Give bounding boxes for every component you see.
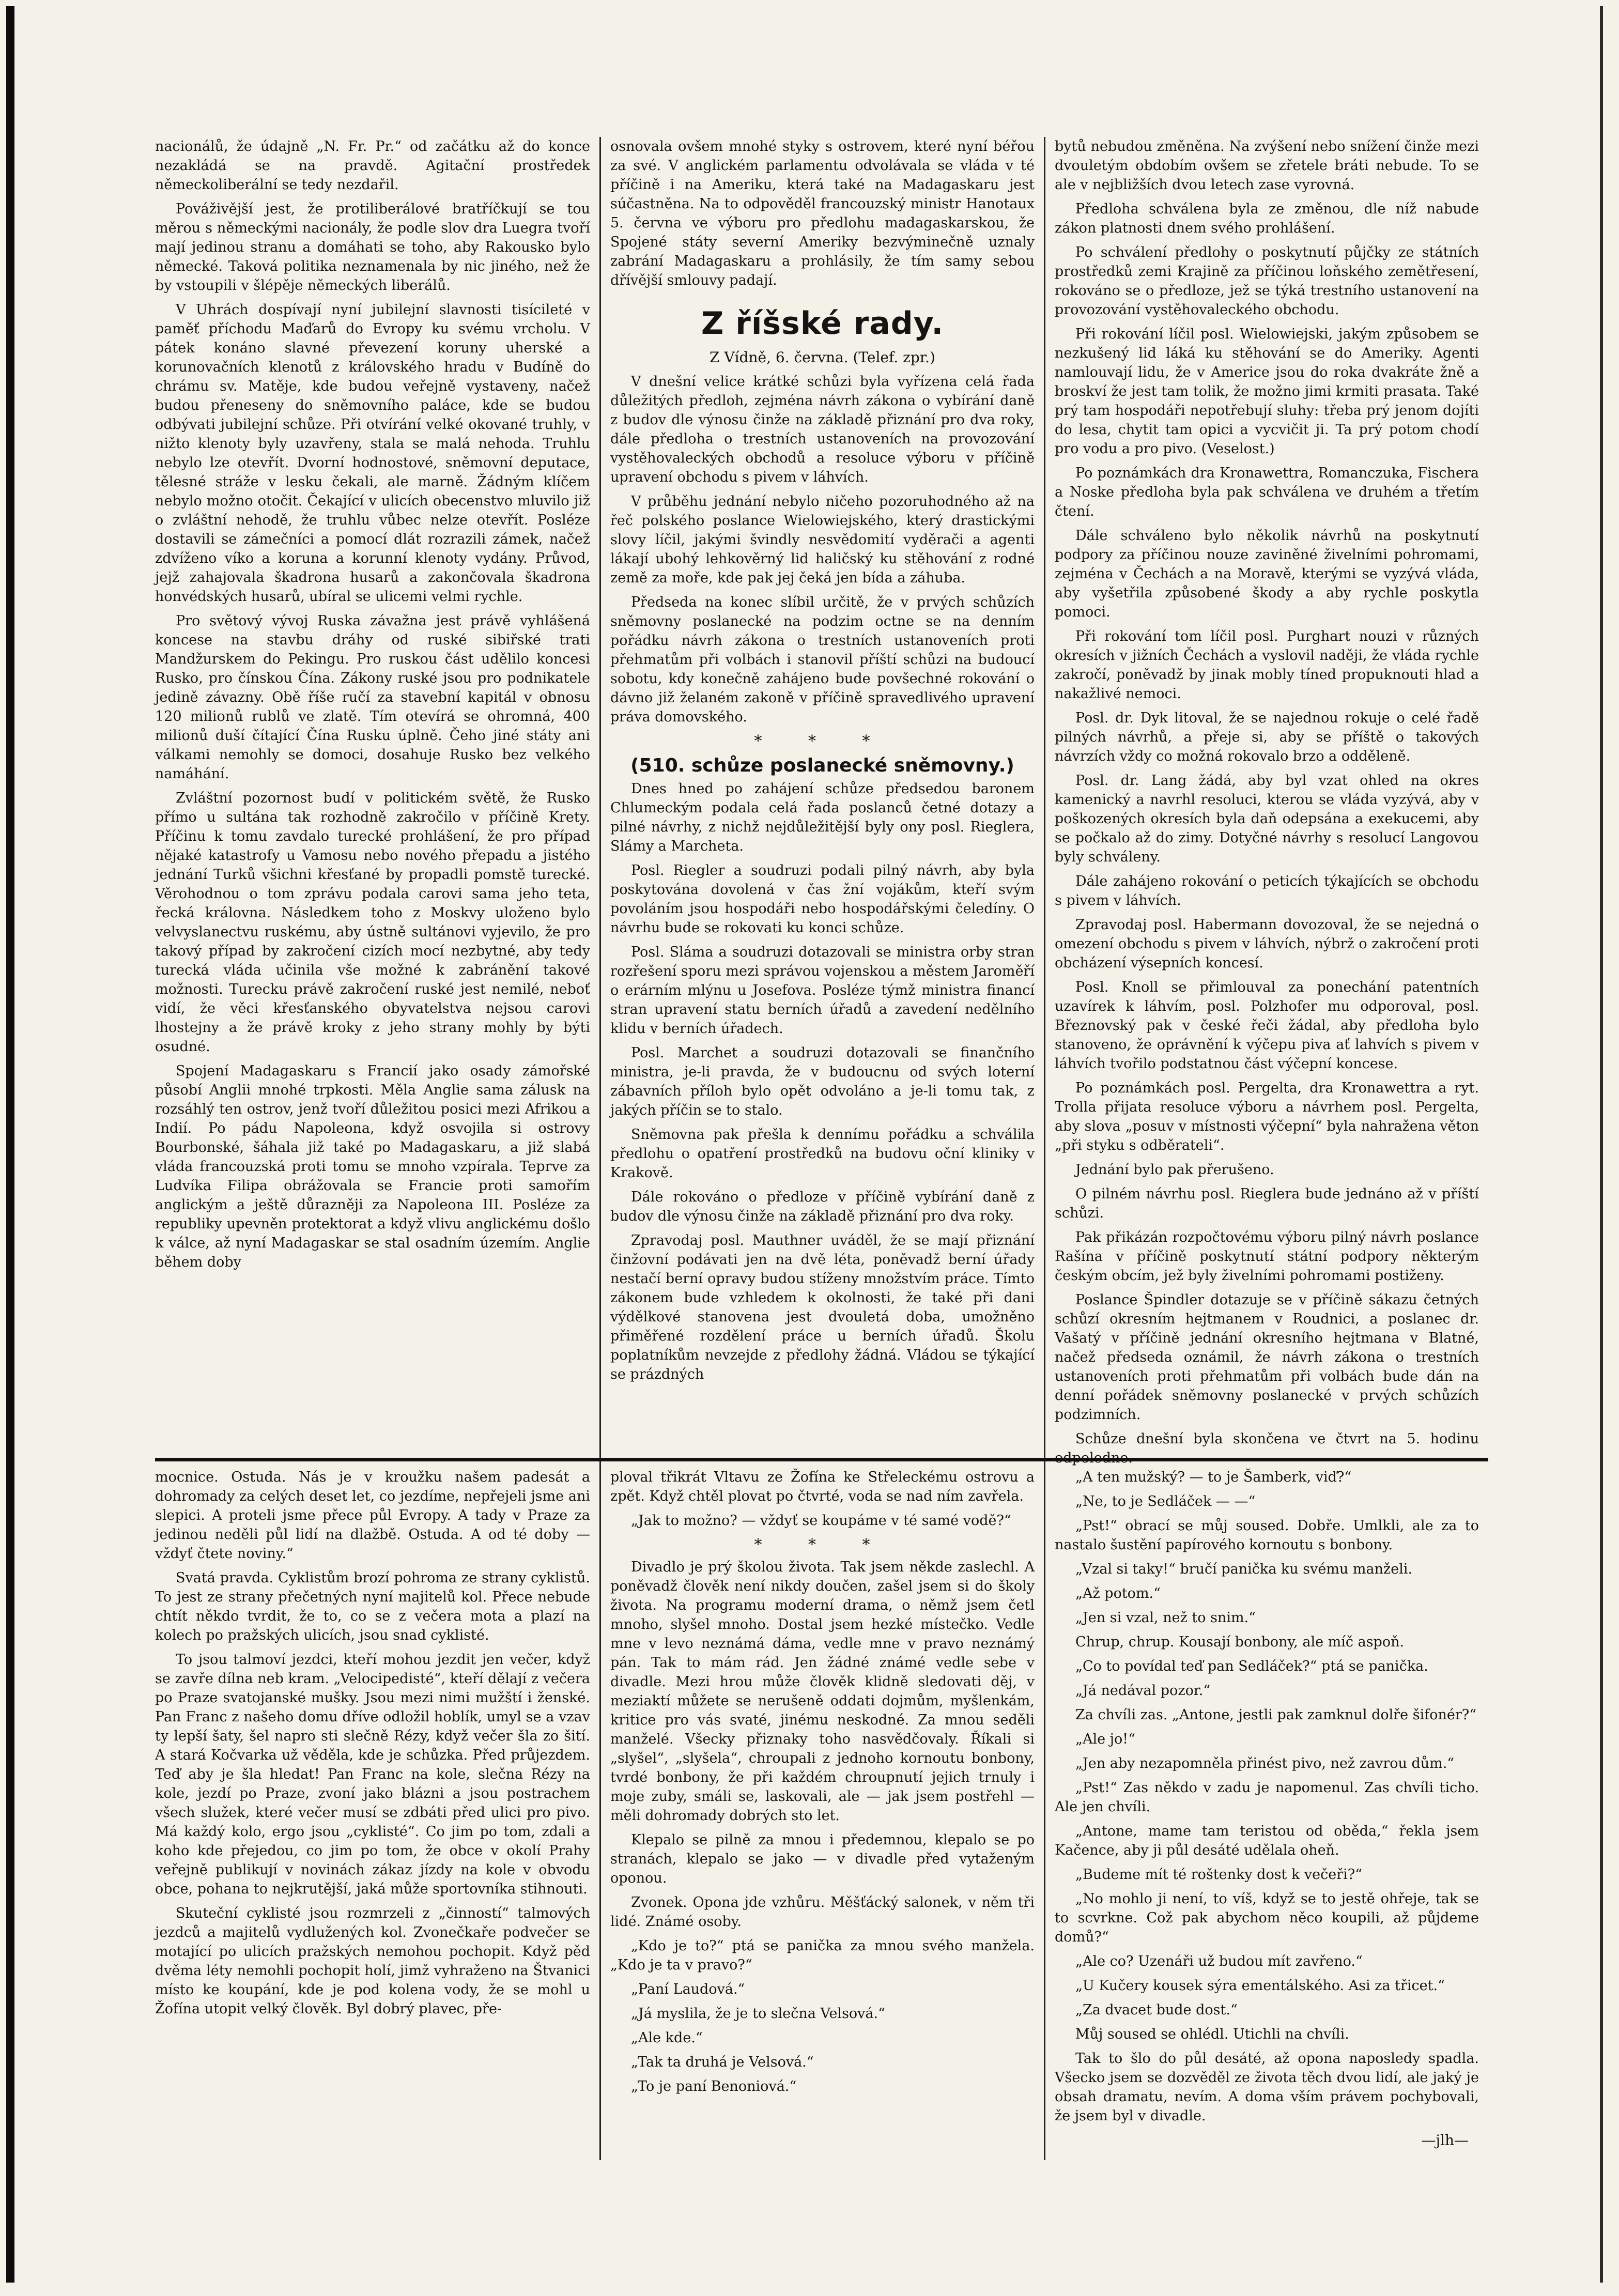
paragraph: „No mohlo ji není, to víš, když se to jestě ohřeje, tak se to scvrkne. Což pak abychom něco koupili, až půjdeme domů?“ [1055, 1891, 1479, 1945]
paragraph: „Vzal si taky!“ bručí panička ku svému manželi. [1075, 1561, 1413, 1577]
feuilleton-divider [155, 1458, 1488, 1461]
paragraph: „Až potom.“ [1075, 1585, 1161, 1601]
paragraph: „Za dvacet bude dost.“ [1075, 2002, 1238, 2018]
paragraph: Tak to šlo do půl desáté, až opona naposledy spadla. Všecko jsem se dozvěděl ze života těch dvou lidí, ale jaký je obsah dramatu, nevím. A doma vším právem pochybovali, že jsem byl v divadle. [1055, 2051, 1479, 2124]
paragraph: „To je paní Benoniová.“ [631, 2078, 797, 2094]
paragraph: Posl. dr. Dyk litoval, že se najednou rokuje o celé řadě pilných návrhů, a přeje si, aby se příště o takových návrzích vždy co možná rokovalo brzo a odděleně. [1055, 710, 1479, 764]
paragraph: Pak přikázán rozpočtovému výboru pilný návrh poslance Rašína v příčině poskytnutí státní podpory některým českým obcím, jež byly živelními pohromami postiženy. [1055, 1229, 1479, 1284]
paragraph: ploval třikrát Vltavu ze Žofína ke Střeleckému ostrovu a zpět. Když chtěl plovat po čtvrté, voda se nad ním zavřela. [610, 1469, 1035, 1504]
paragraph: Poslance Špindler dotazuje se v příčině sákazu četných schůzí okresním hejtmanem v Roudnici, a poslanec dr. Vašatý v příčině jednání okresního hejtmana v Blatné, načež předseda oznámil, že návrh zákona o trestních ustanoveních proti přehmatům při volbách bude dán na denní pořádek sněmovny poslanecké v prvých schůzích podzimních. [1055, 1292, 1479, 1423]
paragraph: „Pst!“ obrací se můj soused. Dobře. Umlkli, ale za to nastalo šustění papírového kornoutu s bonbony. [1055, 1518, 1479, 1553]
paragraph: Při rokování tom líčil posl. Purghart nouzi v různých okresích v jižních Čechách a vyslovil naději, že vláda rychle zakročí, poněvadž by jinak mobly tíned propuknouti hlad a nakažlivé nemoci. [1055, 628, 1479, 702]
paragraph: Za chvíli zas. „Antone, jestli pak zamknul dolře šifonér?“ [1075, 1707, 1476, 1723]
paragraph: Dále rokováno o předloze v příčině vybírání daně z budov dle výnosu činže na základě přiznání pro dva roky. [610, 1189, 1035, 1224]
paragraph: Posl. dr. Lang žádá, aby byl vzat ohled na okres kamenický a navrhl resoluci, kterou se vláda vyzývá, aby v poškozených okresích byla daň odepsána a exekucemi, aby se počkalo až do zimy. Dotyčné návrhy s resolucí Langovou byly schváleny. [1055, 773, 1479, 865]
paragraph: „Kdo je to?“ ptá se panička za mnou svého manžela. „Kdo je ta v pravo?“ [610, 1938, 1035, 1973]
paragraph: nacionálů, že údajně „N. Fr. Pr.“ od začátku až do konce nezakládá se na pravdě. Agitační prostředek německoliberální se tedy nezdařil. [155, 138, 590, 193]
feuilleton-column-1 [155, 1468, 599, 2160]
paragraph: Svatá pravda. Cyklistům brozí pohroma ze strany cyklistů. To jest ze strany přečetných nyní majitelů kol. Přece nebude chtít někdo tvrdit, že to, co se z večera mota a plazí na kolech po pražských ulicích, jsou snad cyklisté. [155, 1570, 590, 1643]
paragraph: „Ne, to je Sedláček — —“ [1075, 1493, 1256, 1509]
paragraph: Dále zahájeno rokování o peticích týkajících se obchodu s pivem v láhvích. [1055, 873, 1479, 908]
paragraph: „Budeme mít té roštenky dost k večeři?“ [1075, 1867, 1363, 1883]
feuilleton-column-3 [1044, 1468, 1488, 2160]
paragraph: Posl. Riegler a soudruzi podali pilný návrh, aby byla poskytována dovolená v čas žní vojákům, kteří svým povoláním jsou hospodáři nebo hospodářskými čeledíny. O návrhu bude se rokovati ku konci schůze. [610, 862, 1035, 936]
paragraph: „Ale co? Uzenáři už budou mít zavřeno.“ [1075, 1953, 1363, 1969]
paragraph: Pováživější jest, že protiliberálové bratříčkují se tou měrou s německými nacionály, že podle slov dra Luegra tvoří mají jedinou stranu a domáhati se toho, aby Rakousko bylo německé. Taková politika neznamenala by nic jiného, než že by vstoupili v šlépěje německých liberálů. [155, 201, 590, 294]
paragraph: Můj soused se ohlédl. Utichli na chvíli. [1075, 2026, 1349, 2042]
separator-stars: * * * [754, 1536, 891, 1554]
section-heading: Z říšské rady. [701, 305, 944, 342]
paragraph: „Paní Laudová.“ [631, 1981, 745, 1997]
paragraph: Jednání bylo pak přerušeno. [1075, 1162, 1274, 1178]
paragraph: Posl. Sláma a soudruzi dotazovali se ministra orby stran rozřešení sporu mezi správou vojenskou a městem Jaroměří o erárním mlýnu u Josefova. Posléze týmž ministra financí stran upravení statu berních úřadů a zavedení nedělního klidu v berních úřadech. [610, 944, 1035, 1037]
paragraph: bytů nebudou změněna. Na zvýšení nebo snížení činže mezi dvouletým obdobím ovšem se zřetele bráti nebude. To se ale v nejbližších dvou letech zase vyrovná. [1055, 138, 1479, 193]
paragraph: Divadlo je prý školou života. Tak jsem někde zaslechl. A poněvadž člověk není nikdy doučen, zašel jsem si do školy života. Na programu moderní drama, o němž jsem četl mnoho, slyšel mnoho. Dostal jsem hezké místečko. Vedle mne v levo neznámá dáma, vedle mne v pravo neznámý pán. Tak to mám rád. Jen žádné známé vedle sebe v divadle. Mezi hrou může člověk klidně sledovati děj, v meziaktí můžete se nerušeně oddati dojmům, myšlenkám, kritice pro vás svaté, jinému neskodné. Za mnou seděli manželé. Všecky přiznaky toho nasvědčovaly. Říkali si „slyšel“, „slyšela“, chroupali z jednoho kornoutu bonbony, tvrdé bonbony, že při každém chroupnutí jejich trnuly i moje zuby, smáli se, laskovali, ale — jak jsem postřehl — měli dohromady dobrých sto let. [610, 1559, 1035, 1824]
paragraph: „Jen si vzal, než to snim.“ [1075, 1610, 1256, 1626]
paragraph: „A ten mužský? — to je Šamberk, viď?“ [1075, 1469, 1352, 1485]
paragraph: Po poznámkách dra Kronawettra, Romanczuka, Fischera a Noske předloha byla pak schválena ve druhém a třetím čtení. [1055, 465, 1479, 519]
paragraph: Chrup, chrup. Kousají bonbony, ale míč aspoň. [1075, 1634, 1405, 1650]
paragraph: V dnešní velice krátké schůzi byla vyřízena celá řada důležitých předloh, zejména návrh zákona o vybírání daně z budov dle výnosu činže na základě přiznání pro dva roky, dále předloha o trestních ustanoveních na provozování vystěhovaleckých obchodů a resoluce výboru v příčině upravení obchodu s pivem v láhvích. [610, 374, 1035, 485]
feuilleton-column-2 [599, 1468, 1044, 2160]
paragraph: „Já nedával pozor.“ [1075, 1683, 1211, 1699]
paragraph: Předloha schválena byla ze změnou, dle níž nabude zákon platnosti dnem svého prohlášení. [1055, 201, 1479, 236]
paragraph: Zpravodaj posl. Mauthner uváděl, že se mají přiznání činžovní podávati jen na dvě léta, poněvadž berní úřady nestačí berní opravy budou stíženy množstvím práce. Tímto zákonem bude vzhledem k okolnosti, že také při dani výdělkové stanovena jest dvouletá doba, umožněno přiměřené rozdělení práce u berních úřadů. Školu poplatníkům nevzejde z předlohy žádná. Vládou se týkající se prázdných [610, 1232, 1035, 1382]
paragraph: Klepalo se pilně za mnou i předemnou, klepalo se po stranách, klepalo se jako — v divadle před vytaženým oponou. [610, 1832, 1035, 1886]
separator-stars: * * * [754, 732, 891, 750]
paragraph: „Já myslila, že je to slečna Velsová.“ [631, 2006, 885, 2022]
paragraph: „U Kučery kousek sýra ementálského. Asi za třicet.“ [1075, 1978, 1445, 1994]
paragraph: „Ale jo!“ [1075, 1731, 1135, 1747]
paragraph: Dnes hned po zahájení schůze předsedou baronem Chlumeckým podala celá řada poslanců četné dotazy a pilné návrhy, z nichž nejdůležitější byly ony posl. Rieglera, Slámy a Marcheta. [610, 781, 1035, 854]
paragraph: Po poznámkách posl. Pergelta, dra Kronawettra a ryt. Trolla přijata resoluce výboru a návrhem posl. Pergelta, aby slova „posuv v místnosti výčepní“ byla nahražena věton „při styku s odběrateli“. [1055, 1080, 1479, 1153]
paragraph: Dále schváleno bylo několik návrhů na poskytnutí podpory za příčinou nouze zaviněné živelními pohromami, zejména v Čechách a na Moravě, kterými se vyzývá vláda, aby vyšetřila způsobené škody a aby rychle poskytla pomoci. [1055, 528, 1479, 620]
paragraph: Zpravodaj posl. Habermann dovozoval, že se nejedná o omezení obchodu s pivem v láhvích, nýbrž o zakročení proti obcházení výsepních koncesí. [1055, 917, 1479, 971]
paragraph: „Tak ta druhá je Velsová.“ [631, 2054, 814, 2070]
paragraph: To jsou talmoví jezdci, kteří mohou jezdit jen večer, když se zavře dílna neb kram. „Velocipedisté“, kteří dělají z večera po Praze svatojanské mušky. Jsou mezi nimi mužští i ženské. Pan Franc z našeho domu dříve odložil hoblík, umyl se a vzav ty lepší šaty, šel napro sti slečně Rézy, když večer šla zo šití. A stará Kočvarka už věděla, kde je schůzka. Před průjezdem. Teď aby je šla hledat! Pan Franc na kole, slečna Rézy na kole, jezdí po Praze, zvoní jako blázni a jsou postrachem všech služek, které večer musí se zdbáti před ulici pro pivo. Má každý kolo, ergo jsou „cyklisté“. Co jim po tom, zdali a koho kde přejedou, co jim po tom, že obce v okolí Prahy veřejně publikují v novinách zákaz jízdy na kole v obvodu obce, pohana to nejkrutější, jaká může sportovníka stihnouti. [155, 1652, 590, 1897]
paragraph: osnovala ovšem mnohé styky s ostrovem, které nyní béřou za své. V anglickém parlamentu odvolávala se vláda v té příčině i na Ameriku, která také na Madagaskaru jest súčastněna. Na to odpověděl francouzský ministr Hanotaux 5. června ve výboru pro předlohu madagaskarskou, že Spojené státy severní Ameriky bezvýminečně uznaly zabrání Madagaskaru a prohlásily, že tím samy sebou dřívější smlouvy padají. [610, 138, 1035, 288]
session-heading: (510. schůze poslanecké sněmovny.) [630, 755, 1014, 776]
paragraph: „Jak to možno? — vždyť se koupáme v té samé vodě?“ [631, 1513, 1011, 1529]
paragraph: mocnice. Ostuda. Nás je v kroužku našem padesát a dohromady za celých deset let, co jezdíme, nepřejeli jsme ani slepici. A proteli jsme přece půl Evropy. A tady v Praze za jedinou neděli půl lidí na dlažbě. Ostuda. A od té doby — vždyť čtete noviny.“ [155, 1469, 590, 1562]
paragraph: Skuteční cyklisté jsou rozmrzeli z „činností“ talmových jezdců a majitelů vydlužených kol. Zvonečkaře podvečer se motající po ulicích pražských nemohou pochopit. Když pěd dvěma léty nemohli pochopit holí, jimž vyhraženo na Štvanici místo ke koupání, kde je pod kolena vody, že se mohl u Žofína utopit velký člověk. Byl dobrý plavec, pře- [155, 1905, 590, 2017]
column-1 [155, 137, 599, 1473]
paragraph: Pro světový vývoj Ruska závažna jest právě vyhlášená koncese na stavbu dráhy od ruské sibiřské trati Mandžurskem do Pekingu. Pro ruskou část udělilo koncesi Rusko, pro čínskou Čína. Zákony ruské jsou pro podnikatele jedině závazny. Obě říše ručí za stavební kapitál v obnosu 120 milionů rublů ve zlatě. Tím otevírá se ohromná, 400 milionů duší čítající Čína Rusku úplně. Čeho jiné státy ani válkami nemohly se domoci, dosahuje Rusko bez velkého namáhání. [155, 613, 590, 782]
paragraph: „Co to povídal teď pan Sedláček?“ ptá se panička. [1075, 1658, 1428, 1674]
paragraph: Zvláštní pozornost budí v politickém světě, že Rusko přímo u sultána tak rozhodně zakročilo v příčině Krety. Příčinu k tomu zavdalo turecké prohlášení, že pro případ nějaké katastrofy u Vamosu nebo nového přepadu a jistého jednání Turků všichni křesťané by propadli pomstě turecké. Věrohodnou o tom zprávu podala carovi sama jeho teta, řecká královna. Následkem toho z Moskvy uloženo bylo velvyslanectvu ruskému, aby ústně sultánovi vyjevilo, že pro takový případ by zakročení cizích mocí nezbytné, aby tedy turecká vláda učinila vše možné k zabránění takové možnosti. Turecku právě zakročení ruské jest nemilé, neboť vidí, že věci křesťanského obyvatelstva nejsou carovi lhostejny a že právě kroky z jeho strany mohly by býti osudné. [155, 790, 590, 1055]
paragraph: Sněmovna pak přešla k dennímu pořádku a schválila předlohu o opatření prostředků na budovu oční kliniky v Krakově. [610, 1127, 1035, 1181]
paragraph: „Ale kde.“ [631, 2030, 703, 2046]
paragraph: Spojení Madagaskaru s Francií jako osady zámořské působí Anglii mnohé trpkosti. Měla Anglie sama zálusk na rozsáhlý ten ostrov, jenž tvoří důležitou posici mezi Afrikou a Indií. Po pádu Napoleona, když osvojila si ostrovy Bourbonské, šáhala již také po Madagaskaru, a již slabá vláda francouzská proti tomu se mnoho vzpírala. Teprve za Ludvíka Filipa obrážovala se Francie proti samořím anglickým a ještě důrazněji za Napoleona III. Posléze za republiky upevněn protektorat a když vlivu anglickému došlo k válce, až nyní Madagaskar se stal osadním územím. Anglie během doby [155, 1063, 590, 1270]
paragraph: V Uhrách dospívají nyní jubilejní slavnosti tisícileté v paměť příchodu Maďarů do Evropy ku svému vrcholu. V pátek konáno slavné převezení koruny uherské a korunovačních klenotů z královského hradu v Budíně do chrámu sv. Matěje, kde budou veřejně vystaveny, načež budou přeneseny do sněmovního paláce, kde se budou odbývati jubilejní schůze. Při otvírání velké okované truhly, v nižto klenoty byly uzavřeny, stala se malá nehoda. Truhlu nebylo lze otevřít. Dvorní hodnostové, sněmovní deputace, tělesné stráže v lesku čekali, ale marně. Žádným klíčem nebylo možno otočit. Čekající v ulicích obecenstvo mluvilo již o zvláštní nehodě, že truhlu vůbec nelze otevřít. Posléze dostavili se zámečníci a pomocí dlát rozrazili zámek, načež zdvíženo víko a koruna a korunní klenoty vydány. Průvod, jejž zahajovala škadrona husarů a zakončovala škadrona honvédských husarů, ubíral se ulicemi velmi rychle. [155, 302, 590, 605]
feuilleton-section [155, 1468, 1488, 2160]
paragraph: „Pst!“ Zas někdo v zadu je napomenul. Zas chvíli ticho. Ale jen chvíli. [1055, 1780, 1479, 1815]
paragraph: Schůze dnešní byla skončena ve čtvrt na 5. hodinu odpoledne. [1055, 1431, 1479, 1466]
newspaper-page [155, 137, 1488, 2204]
paragraph: „Antone, mame tam teristou od oběda,“ řekla jsem Kačence, aby ji půl desáté udělala oheň. [1055, 1823, 1479, 1858]
column-3 [1044, 137, 1488, 1473]
paragraph: O pilném návrhu posl. Rieglera bude jednáno až v příští schůzi. [1055, 1186, 1479, 1221]
author-signature: —jlh— [1421, 2132, 1469, 2149]
paragraph: Zvonek. Opona jde vzhůru. Měšťácký salonek, v něm tři lidé. Známé osoby. [610, 1894, 1035, 1930]
paragraph: V průběhu jednání nebylo ničeho pozoruhodného až na řeč polského poslance Wielowiejského, který drastickými slovy líčil, jakými švindly nesvědomití vyděrači a agenti lákají ubohý lehkověrný lid haličský ku stěhování z rodné země za moře, kde pak jej čeká jen bída a záhuba. [610, 494, 1035, 586]
paragraph: Posl. Knoll se přimlouval za ponechání patentních uzavírek k láhvím, posl. Polzhofer mu odporoval, posl. Březnovský pak v české řeči žádal, aby předloha bylo stanoveno, že oprávnění k výčepu piva ať lahvích s pivem v láhvích tvořilo podstatnou část výčepní koncese. [1055, 979, 1479, 1072]
column-2 [599, 137, 1044, 1473]
dateline: Z Vídně, 6. června. (Telef. zpr.) [710, 349, 935, 366]
paragraph: Po schválení předlohy o poskytnutí půjčky ze státních prostředků zemi Krajině za příčinou loňského zemětřesení, rokováno se o předloze, jež se týká trestního ustanovení na provozování vystěhovaleckého obchodu. [1055, 244, 1479, 318]
paragraph: Předseda na konec slíbil určitě, že v prvých schůzích sněmovny poslanecké na podzim octne se na denním pořádku návrh zákona o trestních ustanoveních proti přehmatům při volbách i stanovil příští schůzi na budoucí sobotu, kdy konečně zahájeno bude povšechné rokování o dávno již želaném zakoně v příčině spravedlivého upravení práva domovského. [610, 594, 1035, 725]
paragraph: „Jen aby nezapomněla přinést pivo, než zavrou dům.“ [1075, 1755, 1455, 1771]
paragraph: Posl. Marchet a soudruzi dotazovali se finančního ministra, je-li pravda, že v budoucnu od svých loterní zábavních příloh bylo opět odvoláno a je-li tomu tak, z jakých příčin se to stalo. [610, 1045, 1035, 1118]
paragraph: Při rokování líčil posl. Wielowiejski, jakým způsobem se nezkušený lid láká ku stěhování se do Ameriky. Agenti namlouvají lidu, že v Americe jsou do roka dvakráte žně a broskví že jest tam tolik, že možno jimi krmiti prasata. Také prý tam hospodáři nepotřebují sluhy: třeba prý jenom dojíti do lesa, chytit tam opici a vycvičit ji. Ta prý potom chodí pro vodu a pro pivo. (Veselost.) [1055, 326, 1479, 457]
upper-section [155, 137, 1488, 1466]
